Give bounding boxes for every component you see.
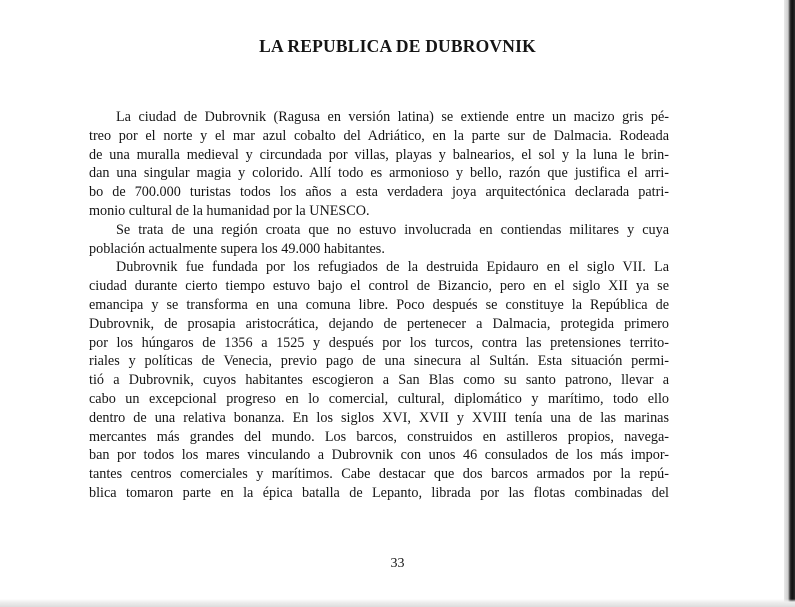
text-line: dan una singular magia y colorido. Allí todo es armonioso y bello, razón que justifica el arri- bbox=[89, 165, 669, 182]
text-line: bo de 700.000 turistas todos los años a esta verdadera joya arquitectónica declarada patri- bbox=[89, 184, 669, 201]
book-spine-shadow bbox=[784, 0, 795, 607]
chapter-title: LA REPUBLICA DE DUBROVNIK bbox=[259, 36, 536, 56]
text-line: treo por el norte y el mar azul cobalto del Adriático, en la parte sur de Dalmacia. Rodeada bbox=[89, 127, 669, 144]
text-line: cabo un excepcional progreso en lo comercial, cultural, diplomático y marítimo, todo ello bbox=[89, 390, 669, 407]
page-bottom-shadow bbox=[0, 599, 795, 607]
text-line: población actualmente supera los 49.000 habitantes. bbox=[89, 240, 385, 257]
text-line: Dubrovnik fue fundada por los refugiados de la destruida Epidauro en el siglo VII. La bbox=[116, 259, 669, 276]
text-line: por los húngaros de 1356 a 1525 y después por los turcos, contra las pretensiones territo- bbox=[89, 334, 669, 351]
text-line: blica tomaron parte en la épica batalla de Lepanto, librada por las flotas combinadas del bbox=[89, 484, 669, 501]
text-line: monio cultural de la humanidad por la UNESCO. bbox=[89, 202, 370, 219]
text-line: de una muralla medieval y circundada por villas, playas y balnearios, el sol y la luna le brin- bbox=[89, 146, 669, 163]
text-line: riales y políticas de Venecia, previo pago de una sinecura al Sultán. Esta situación permi- bbox=[89, 353, 669, 370]
text-line: Se trata de una región croata que no estuvo involucrada en contiendas militares y cuya bbox=[116, 221, 669, 238]
body-text bbox=[89, 108, 669, 503]
text-line: tió a Dubrovnik, cuyos habitantes escogieron a San Blas como su santo patrono, llevar a bbox=[89, 372, 669, 389]
text-line: La ciudad de Dubrovnik (Ragusa en versión latina) se extiende entre un macizo gris pé- bbox=[116, 109, 669, 125]
text-line: Dubrovnik, de prosapia aristocrática, dejando de pertenecer a Dalmacia, protegida primero bbox=[89, 315, 669, 332]
page-number: 33 bbox=[390, 556, 405, 571]
text-line: emancipa y se transforma en una comuna libre. Poco después se constituye la República de bbox=[89, 296, 669, 313]
text-line: ban por todos los mares vinculando a Dubrovnik con unos 46 consulados de los más impor- bbox=[89, 447, 669, 464]
text-line: ciudad durante cierto tiempo estuvo bajo el control de Bizancio, pero en el siglo XII ya se bbox=[89, 278, 669, 295]
text-line: mercantes más grandes del mundo. Los barcos, construidos en astilleros propios, navega- bbox=[89, 428, 669, 445]
text-line: tantes centros comerciales y marítimos. Cabe destacar que dos barcos armados por la repú- bbox=[89, 466, 669, 483]
text-line: dentro de una relativa bonanza. En los siglos XVI, XVII y XVIII tenía una de las marinas bbox=[89, 409, 669, 426]
